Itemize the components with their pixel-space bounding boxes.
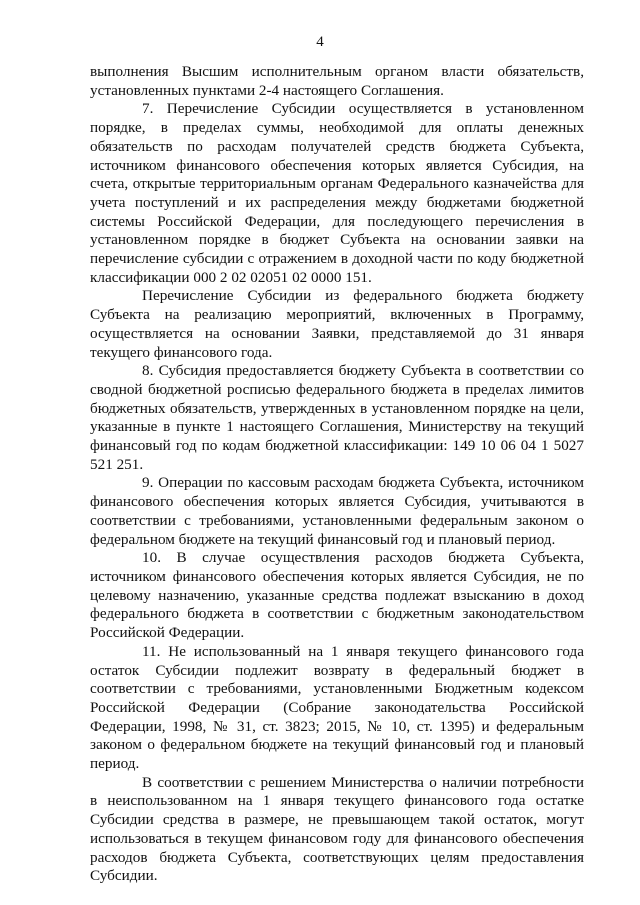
paragraph-item-9: 9. Операции по кассовым расходам бюджета Субъекта, источником финансового обеспечения которых является Субсидия, учитываются в соответствии с требованиями, установленными федеральным законом о федеральном бюджете на текущий финансовый год и плановый период. [90, 474, 584, 548]
paragraph-item-11: 11. Не использованный на 1 января текущего финансового года остаток Субсидии подлежит возврату в федеральный бюджет в соответствии с требованиями, установленными Бюджетным кодексом Российской Федерации (Собрание законодательства Российской Федерации, 1998, № 31, ст. 3823; 2015, № 10, ст. 1395) и федеральным законом о федеральном бюджете на текущий финансовый год и плановый период. [90, 642, 584, 773]
paragraph-remainder-use: В соответствии с решением Министерства о наличии потребности в неиспользованном на 1 января текущего финансового года остатке Субсидии средства в размере, не превышающем такой остаток, могут использоваться в текущем финансовом году для финансового обеспечения расходов бюджета Субъекта, соответствующих целям предоставления Субсидии. [90, 773, 584, 885]
paragraph-transfer-deadline: Перечисление Субсидии из федерального бюджета бюджету Субъекта на реализацию мероприятий, включенных в Программу, осуществляется на основании Заявки, представляемой до 31 января текущего финансового года. [90, 287, 584, 361]
paragraph-item-10: 10. В случае осуществления расходов бюджета Субъекта, источником финансового обеспечения которых является Субсидия, не по целевому назначению, указанные средства подлежат взысканию в доход федерального бюджета в соответствии с бюджетным законодательством Российской Федерации. [90, 549, 584, 642]
paragraph-item-7: 7. Перечисление Субсидии осуществляется в установленном порядке, в пределах суммы, необходимой для оплаты денежных обязательств по расходам получателей средств бюджета Субъекта, источником финансового обеспечения которых является Субсидия, на счета, открытые территориальным органам Федерального казначейства для учета поступлений и их распределения между бюджетами бюджетной системы Российской Федерации, для последующего перечисления в установленном порядке в бюджет Субъекта на основании заявки на перечисление субсидии с отражением в доходной части по коду бюджетной классификации 000 2 02 02051 02 0000 151. [90, 100, 584, 286]
paragraph-continuation: выполнения Высшим исполнительным органом власти обязательств, установленных пунктами 2-4 настоящего Соглашения. [90, 63, 584, 99]
page-number: 4 [316, 34, 324, 50]
document-body [90, 63, 584, 886]
paragraph-item-8: 8. Субсидия предоставляется бюджету Субъекта в соответствии со сводной бюджетной росписью федерального бюджета в пределах лимитов бюджетных обязательств, утвержденных в установленном порядке на цели, указанные в пункте 1 настоящего Соглашения, Министерству на текущий финансовый год по кодам бюджетной классификации: 149 10 06 04 1 5027 521 251. [90, 362, 584, 473]
